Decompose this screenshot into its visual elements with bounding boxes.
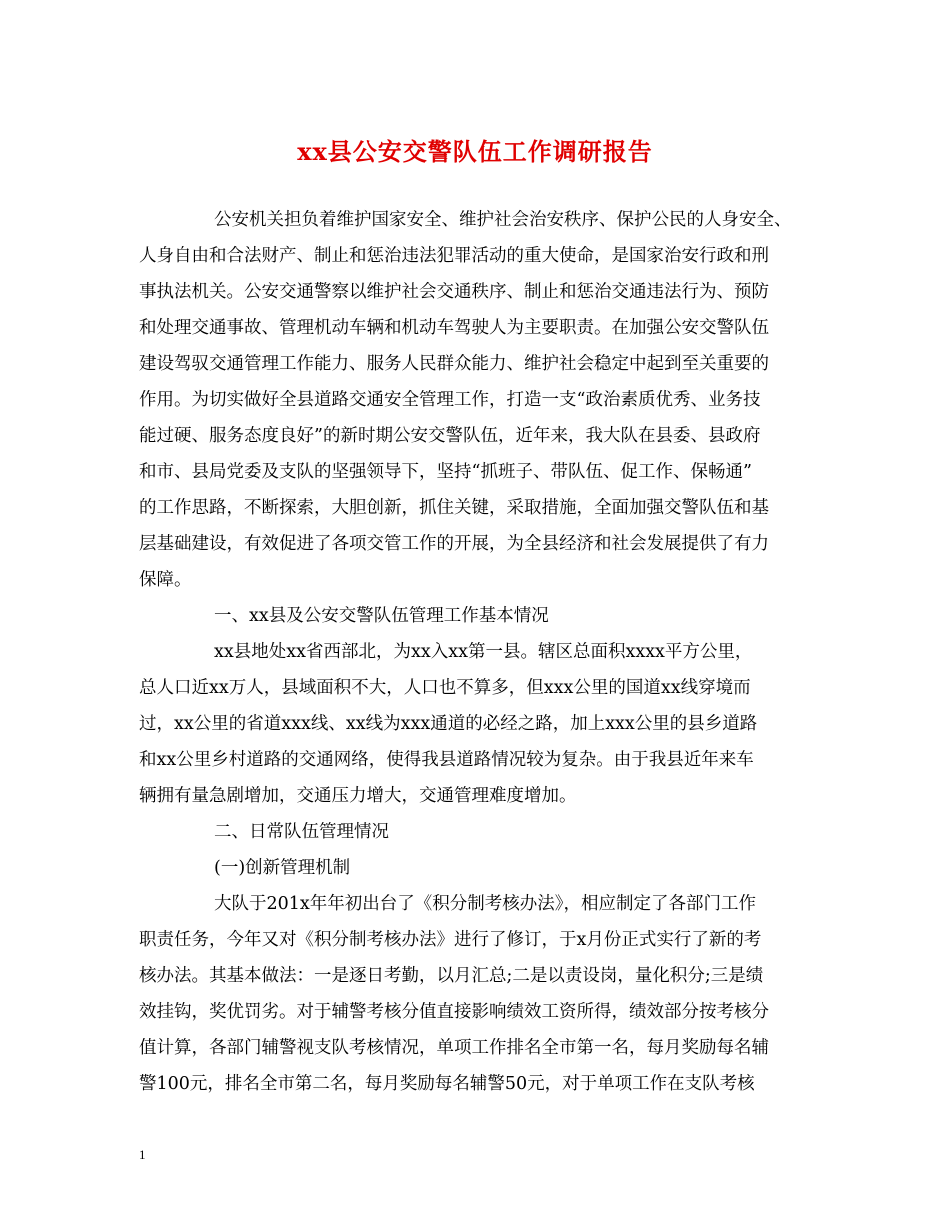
paragraph-line: 过，xx公里的省道xxx线、xx线为xxx通道的必经之路，加上xxx公里的县乡道路: [139, 714, 758, 734]
paragraph-line: 公安机关担负着维护国家安全、维护社会治安秩序、保护公民的人身安全、: [214, 210, 792, 230]
paragraph-line: 层基础建设，有效促进了各项交管工作的开展，为全县经济和社会发展提供了有力: [139, 534, 769, 554]
paragraph-line: 警100元，排名全市第二名，每月奖励每名辅警50元，对于单项工作在支队考核: [139, 1074, 755, 1094]
paragraph-line: 建设驾驭交通管理工作能力、服务人民群众能力、维护社会稳定中起到至关重要的: [139, 354, 769, 374]
paragraph-line: 事执法机关。公安交通警察以维护社会交通秩序、制止和惩治交通违法行为、预防: [139, 282, 769, 302]
paragraph-line: 保障。: [139, 570, 192, 590]
paragraph-line: 效挂钩，奖优罚劣。对于辅警考核分值直接影响绩效工资所得，绩效部分按考核分: [139, 1002, 769, 1022]
section-heading: 一、xx县及公安交警队伍管理工作基本情况: [214, 606, 549, 626]
paragraph-line: xx县地处xx省西部北，为xx入xx第一县。辖区总面积xxxx平方公里，: [214, 642, 753, 662]
document-title: xx县公安交警队伍工作调研报告: [297, 137, 653, 166]
paragraph-line: 的工作思路，不断探索，大胆创新，抓住关键，采取措施，全面加强交警队伍和基: [139, 498, 769, 518]
paragraph-line: 和处理交通事故、管理机动车辆和机动车驾驶人为主要职责。在加强公安交警队伍: [139, 318, 769, 338]
subsection-heading: (一)创新管理机制: [214, 858, 351, 878]
page-number: 1: [139, 1147, 146, 1162]
section-heading: 二、日常队伍管理情况: [214, 822, 389, 842]
paragraph-line: 职责任务，今年又对《积分制考核办法》进行了修订，于x月份正式实行了新的考: [139, 930, 762, 950]
paragraph-line: 总人口近xx万人，县域面积不大，人口也不算多，但xxx公里的国道xx线穿境而: [139, 678, 751, 698]
paragraph-line: 辆拥有量急剧增加，交通压力增大，交通管理难度增加。: [139, 786, 577, 806]
paragraph-line: 能过硬、服务态度良好”的新时期公安交警队伍，近年来，我大队在县委、县政府: [139, 426, 761, 446]
paragraph-line: 值计算，各部门辅警视支队考核情况，单项工作排名全市第一名，每月奖励每名辅: [139, 1038, 769, 1058]
paragraph-line: 人身自由和合法财产、制止和惩治违法犯罪活动的重大使命，是国家治安行政和刑: [139, 246, 769, 266]
paragraph-line: 和xx公里乡村道路的交通网络，使得我县道路情况较为复杂。由于我县近年来车: [139, 750, 754, 770]
paragraph-line: 作用。为切实做好全县道路交通安全管理工作，打造一支“政治素质优秀、业务技: [139, 390, 761, 410]
paragraph-line: 和市、县局党委及支队的坚强领导下，坚持“抓班子、带队伍、促工作、保畅通”: [139, 462, 752, 482]
paragraph-line: 大队于201x年年初出台了《积分制考核办法》，相应制定了各部门工作: [214, 894, 757, 914]
paragraph-line: 核办法。其基本做法：一是逐日考勤，以月汇总;二是以责设岗，量化积分;三是绩: [139, 966, 764, 986]
